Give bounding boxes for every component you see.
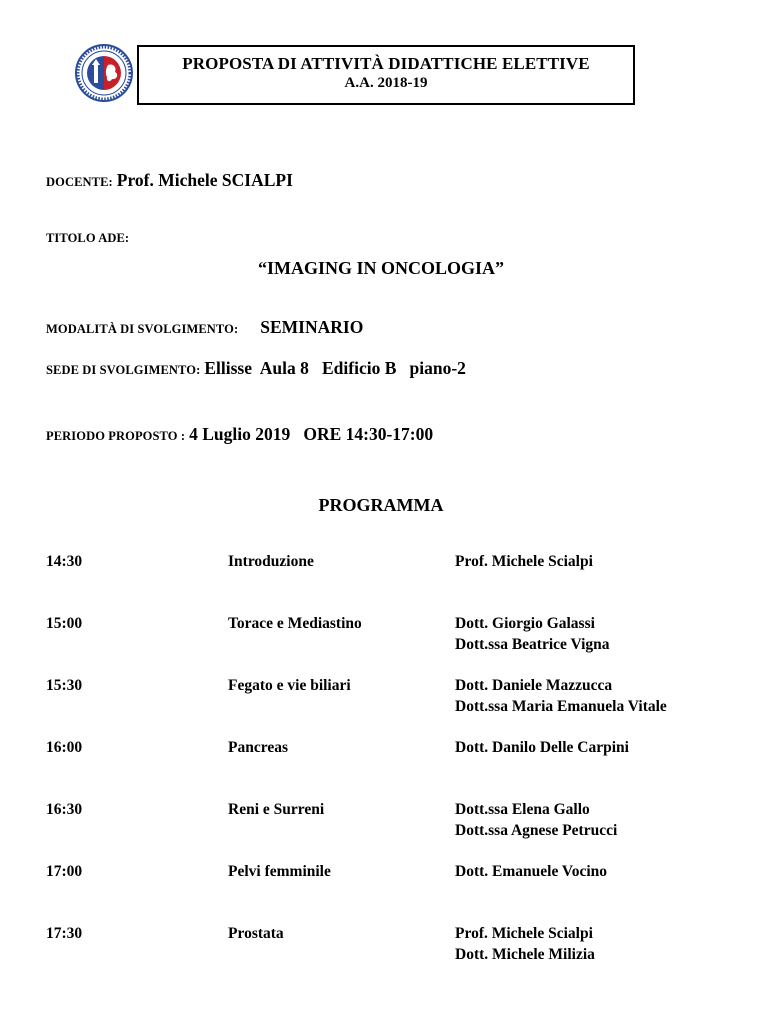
program-speaker: Dott.ssa Agnese Petrucci — [455, 822, 618, 839]
program-speaker: Dott.ssa Elena Gallo — [455, 801, 590, 818]
program-speakers — [455, 799, 617, 841]
program-time: 14:30 — [46, 553, 83, 570]
program-time: 15:30 — [46, 677, 83, 694]
modalita-value: SEMINARIO — [260, 317, 364, 337]
program-speaker: Prof. Michele Scialpi — [455, 553, 593, 570]
university-seal-logo — [75, 43, 133, 103]
program-topic: Pelvi femminile — [228, 863, 331, 880]
titolo-field — [46, 229, 129, 247]
program-topic: Fegato e vie biliari — [228, 677, 351, 694]
periodo-label: PERIODO PROPOSTO : — [46, 429, 186, 443]
program-speakers — [455, 551, 593, 572]
docente-label: DOCENTE: — [46, 175, 113, 189]
program-topic: Reni e Surreni — [228, 801, 325, 818]
titolo-label: TITOLO ADE: — [46, 231, 130, 245]
sede-field — [46, 358, 466, 379]
program-speakers — [455, 613, 610, 655]
program-time: 17:30 — [46, 925, 83, 942]
academic-year: A.A. 2018-19 — [344, 75, 428, 91]
header-title-box — [137, 45, 635, 105]
programma-title: PROGRAMMA — [318, 495, 444, 515]
program-speaker: Dott.ssa Maria Emanuela Vitale — [455, 698, 667, 715]
program-time: 17:00 — [46, 863, 83, 880]
program-speaker: Dott. Emanuele Vocino — [455, 863, 607, 880]
modalita-field — [46, 317, 363, 338]
docente-field — [46, 170, 293, 191]
program-speaker: Prof. Michele Scialpi — [455, 925, 593, 942]
program-speaker: Dott. Daniele Mazzucca — [455, 677, 613, 694]
sede-value: Ellisse Aula 8 Edificio B piano-2 — [204, 358, 466, 378]
periodo-value: 4 Luglio 2019 ORE 14:30-17:00 — [189, 424, 434, 444]
program-speakers — [455, 923, 595, 965]
program-topic: Prostata — [228, 925, 284, 942]
program-topic: Introduzione — [228, 553, 314, 570]
program-time: 15:00 — [46, 615, 83, 632]
program-topic: Pancreas — [228, 739, 288, 756]
program-speaker: Dott. Michele Milizia — [455, 946, 595, 963]
sede-label: SEDE DI SVOLGIMENTO: — [46, 363, 201, 377]
program-speakers — [455, 675, 667, 717]
docente-value: Prof. Michele SCIALPI — [116, 170, 293, 190]
program-time: 16:00 — [46, 739, 83, 756]
periodo-field — [46, 424, 433, 445]
program-speakers — [455, 861, 607, 882]
program-topic: Torace e Mediastino — [228, 615, 362, 632]
program-speaker: Dott.ssa Beatrice Vigna — [455, 636, 610, 653]
header-title: PROPOSTA DI ATTIVITÀ DIDATTICHE ELETTIVE — [182, 54, 590, 73]
program-speaker: Dott. Giorgio Galassi — [455, 615, 595, 632]
program-speakers — [455, 737, 629, 758]
titolo-value: “IMAGING IN ONCOLOGIA” — [257, 258, 504, 278]
program-speaker: Dott. Danilo Delle Carpini — [455, 739, 629, 756]
program-time: 16:30 — [46, 801, 83, 818]
modalita-label: MODALITÀ DI SVOLGIMENTO: — [46, 322, 239, 336]
